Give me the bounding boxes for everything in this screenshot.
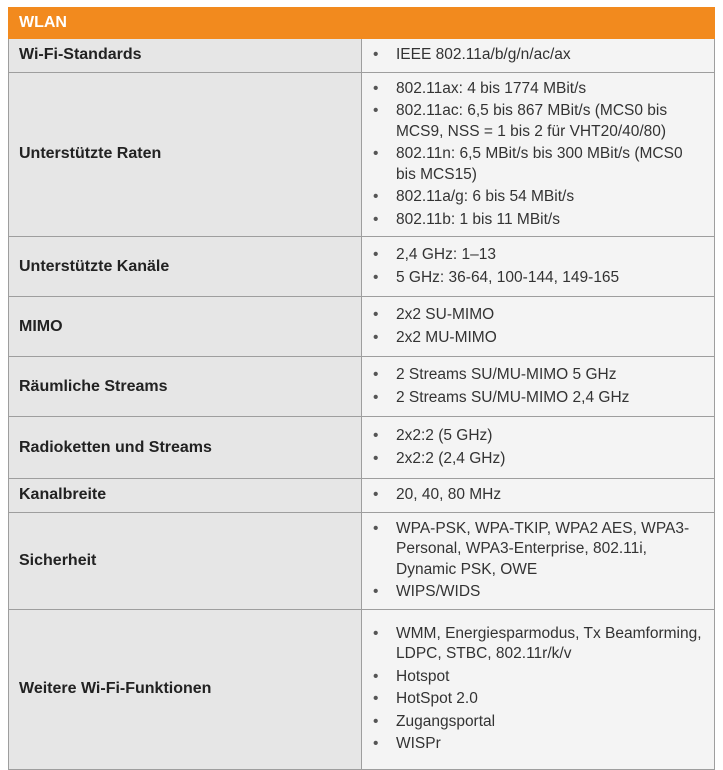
wlan-spec-table <box>8 7 715 770</box>
list-item: • 5 GHz: 36-64, 100-144, 149-165 <box>372 268 706 289</box>
table-row <box>9 479 715 513</box>
row-values <box>362 479 715 513</box>
table-row <box>9 609 715 769</box>
list-item: • Zugangsportal <box>372 712 706 733</box>
row-label: MIMO <box>9 297 362 357</box>
list-item: • WIPS/WIDS <box>372 582 706 603</box>
row-values <box>362 72 715 237</box>
row-values <box>362 39 715 73</box>
row-label: Weitere Wi-Fi-Funktionen <box>9 609 362 769</box>
bullet-list <box>372 426 706 469</box>
list-item: • 2 Streams SU/MU-MIMO 5 GHz <box>372 365 706 386</box>
row-label: Unterstützte Kanäle <box>9 237 362 297</box>
list-item: • 2,4 GHz: 1–13 <box>372 245 706 266</box>
bullet-list <box>372 519 706 603</box>
list-item: • 20, 40, 80 MHz <box>372 485 706 506</box>
list-item: • 2 Streams SU/MU-MIMO 2,4 GHz <box>372 388 706 409</box>
row-values <box>362 297 715 357</box>
table-row <box>9 512 715 609</box>
row-values <box>362 417 715 479</box>
list-item: • Hotspot <box>372 667 706 688</box>
table-row <box>9 357 715 417</box>
bullet-list <box>372 624 706 755</box>
table-row <box>9 417 715 479</box>
bullet-list <box>372 365 706 408</box>
list-item: • 802.11ac: 6,5 bis 867 MBit/s (MCS0 bis MCS9, NSS = 1 bis 2 für VHT20/40/80) <box>372 101 706 142</box>
row-values <box>362 512 715 609</box>
bullet-list <box>372 79 706 231</box>
bullet-list <box>372 305 706 348</box>
list-item: • WMM, Energiesparmodus, Tx Beamforming, LDPC, STBC, 802.11r/k/v <box>372 624 706 665</box>
list-item: • 2x2:2 (2,4 GHz) <box>372 449 706 470</box>
row-label: Unterstützte Raten <box>9 72 362 237</box>
table-row <box>9 297 715 357</box>
list-item: • 802.11a/g: 6 bis 54 MBit/s <box>372 187 706 208</box>
list-item: • IEEE 802.11a/b/g/n/ac/ax <box>372 45 706 66</box>
row-label: Räumliche Streams <box>9 357 362 417</box>
table-row <box>9 237 715 297</box>
row-values <box>362 237 715 297</box>
list-item: • 2x2 SU-MIMO <box>372 305 706 326</box>
row-values <box>362 357 715 417</box>
table-row <box>9 39 715 73</box>
bullet-list <box>372 45 706 66</box>
row-label: Kanalbreite <box>9 479 362 513</box>
row-label: Radioketten und Streams <box>9 417 362 479</box>
row-values <box>362 609 715 769</box>
list-item: • 2x2 MU-MIMO <box>372 328 706 349</box>
row-label: Wi-Fi-Standards <box>9 39 362 73</box>
bullet-list <box>372 485 706 506</box>
list-item: • WPA-PSK, WPA-TKIP, WPA2 AES, WPA3-Personal, WPA3-Enterprise, 802.11i, Dynamic PSK, OWE <box>372 519 706 581</box>
list-item: • 802.11n: 6,5 MBit/s bis 300 MBit/s (MCS0 bis MCS15) <box>372 144 706 185</box>
table-header-row <box>9 8 715 39</box>
list-item: • HotSpot 2.0 <box>372 689 706 710</box>
table-row <box>9 72 715 237</box>
bullet-list <box>372 245 706 288</box>
list-item: • 802.11b: 1 bis 11 MBit/s <box>372 210 706 231</box>
list-item: • 2x2:2 (5 GHz) <box>372 426 706 447</box>
list-item: • 802.11ax: 4 bis 1774 MBit/s <box>372 79 706 100</box>
row-label: Sicherheit <box>9 512 362 609</box>
table-title: WLAN <box>9 8 715 39</box>
list-item: • WISPr <box>372 734 706 755</box>
